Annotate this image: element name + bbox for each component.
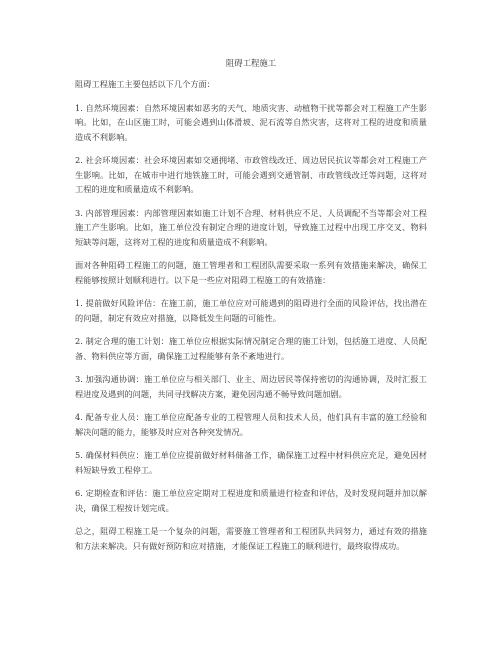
measure-paragraph-risk-assessment: 1. 提前做好风险评估：在施工前，施工单位应对可能遇到的阻碍进行全面的风险评估，找出潜在的问题，制定有效应对措施，以降低发生问题的可能性。 (75, 298, 427, 323)
measure-paragraph-construction-plan: 2. 制定合理的施工计划：施工单位应根据实际情况制定合理的施工计划，包括施工进度、人员配备、物料供应等方面，确保施工过程能够有条不紊地进行。 (75, 336, 427, 361)
factor-paragraph-management: 3. 内部管理因素：内部管理因素如施工计划不合理、材料供应不足、人员调配不当等都会对工程施工产生影响。比如，施工单位没有制定合理的进度计划，导致施工过程中出现工序交叉、物料短缺等问题，这将对工程的进度和质量造成不利影响。 (75, 207, 427, 247)
transition-paragraph: 面对各种阻碍工程施工的问题，施工管理者和工程团队需要采取一系列有效措施来解决，确保工程能够按照计划顺利进行。以下是一些应对阻碍工程施工的有效措施： (75, 260, 427, 285)
intro-paragraph: 阻碍工程施工主要包括以下几个方面： (75, 79, 216, 89)
measure-paragraph-communication: 3. 加强沟通协调：施工单位应与相关部门、业主、周边居民等保持密切的沟通协调，及时汇报工程进度及遇到的问题，共同寻找解决方案，避免因沟通不畅导致问题加剧。 (75, 374, 427, 399)
factor-paragraph-social: 2. 社会环境因素：社会环境因素如交通拥堵、市政管线改迁、周边居民抗议等都会对工程施工产生影响。比如，在城市中进行地铁施工时，可能会遇到交通管制、市政管线改迁等问题，这将对工程的进度和质量造成不利影响。 (75, 155, 427, 194)
factor-paragraph-natural: 1. 自然环境因素：自然环境因素如恶劣的天气、地质灾害、动植物干扰等都会对工程施工产生影响。比如，在山区施工时，可能会遇到山体滑坡、泥石流等自然灾害，这将对工程的进度和质量造成不利影响。 (75, 102, 427, 142)
measure-paragraph-inspection: 6. 定期检查和评估：施工单位应定期对工程进度和质量进行检查和评估，及时发现问题并加以解决，确保工程按计划完成。 (75, 488, 427, 513)
measure-paragraph-professional-staff: 4. 配备专业人员：施工单位应配备专业的工程管理人员和技术人员，他们具有丰富的施工经验和解决问题的能力，能够及时应对各种突发情况。 (75, 412, 427, 437)
conclusion-paragraph: 总之，阻碍工程施工是一个复杂的问题，需要施工管理者和工程团队共同努力，通过有效的措施和方法来解决。只有做好预防和应对措施，才能保证工程施工的顺利进行，最终取得成功。 (75, 526, 427, 551)
measure-paragraph-material-supply: 5. 确保材料供应：施工单位应提前做好材料储备工作，确保施工过程中材料供应充足，避免因材料短缺导致工程停工。 (75, 450, 427, 475)
document-title: 阻碍工程施工 (225, 58, 277, 68)
